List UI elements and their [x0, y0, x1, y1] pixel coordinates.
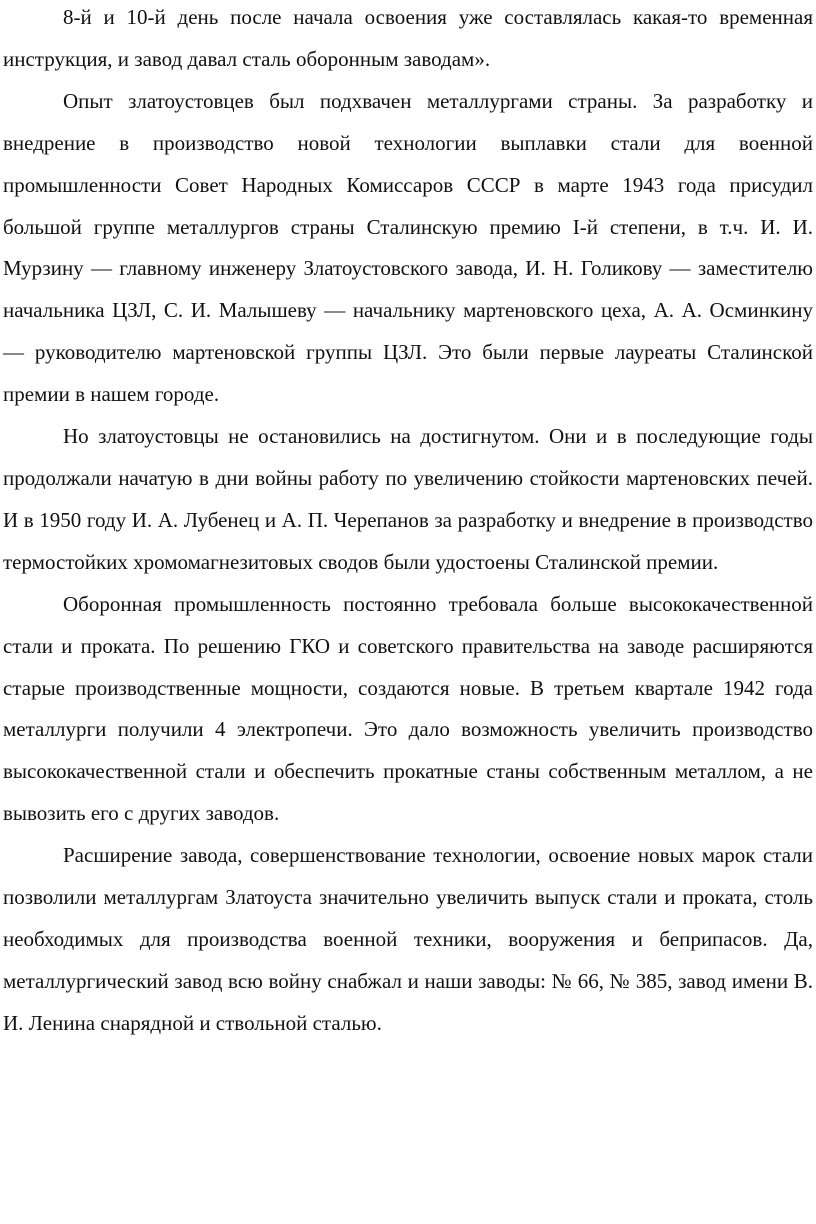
paragraph-4: Оборонная промышленность постоянно требовала больше высококачественной стали и проката. По решению ГКО и советского правительства на заводе расширяются старые производственные мощности, создаются новые. В третьем квартале 1942 года металлурги получили 4 электропечи. Это дало возможность увеличить производство высококачественной стали и обеспечить прокатные станы собственным металлом, а не вывозить его с других заводов. — [3, 591, 813, 826]
paragraph-1: 8-й и 10-й день после начала освоения уже составлялась какая-то временная инструкция, и завод давал сталь оборонным заводам». — [3, 5, 813, 71]
paragraph-3: Но златоустовцы не остановились на достигнутом. Они и в последующие годы продолжали начатую в дни войны работу по увеличению стойкости мартеновских печей. И в 1950 году И. А. Лубенец и А. П. Черепанов за разработку и внедрение в производство термостойких хромомагнезитовых сводов были удостоены Сталинской премии. — [3, 424, 813, 574]
paragraph-5: Расширение завода, совершенствование технологии, освоение новых марок стали позволили металлургам Златоуста значительно увеличить выпуск стали и проката, столь необходимых для производства военной техники, вооружения и беприпасов. Да, металлургический завод всю войну снабжал и наши заводы: № 66, № 385, завод имени В. И. Ленина снарядной и ствольной сталью. — [3, 843, 813, 1035]
paragraph-2: Опыт златоустовцев был подхвачен металлургами страны. За разработку и внедрение в производство новой технологии выплавки стали для военной промышленности Совет Народных Комиссаров СССР в марте 1943 года присудил большой группе металлургов страны Сталинскую премию I-й степени, в т.ч. И. И. Мурзину — главному инженеру Златоустовского завода, И. Н. Голикову — заместителю начальника ЦЗЛ, С. И. Малышеву — начальнику мартеновского цеха, А. А. Осминкину — руководителю мартеновской группы ЦЗЛ. Это были первые лауреаты Сталинской премии в нашем городе. — [3, 88, 813, 407]
